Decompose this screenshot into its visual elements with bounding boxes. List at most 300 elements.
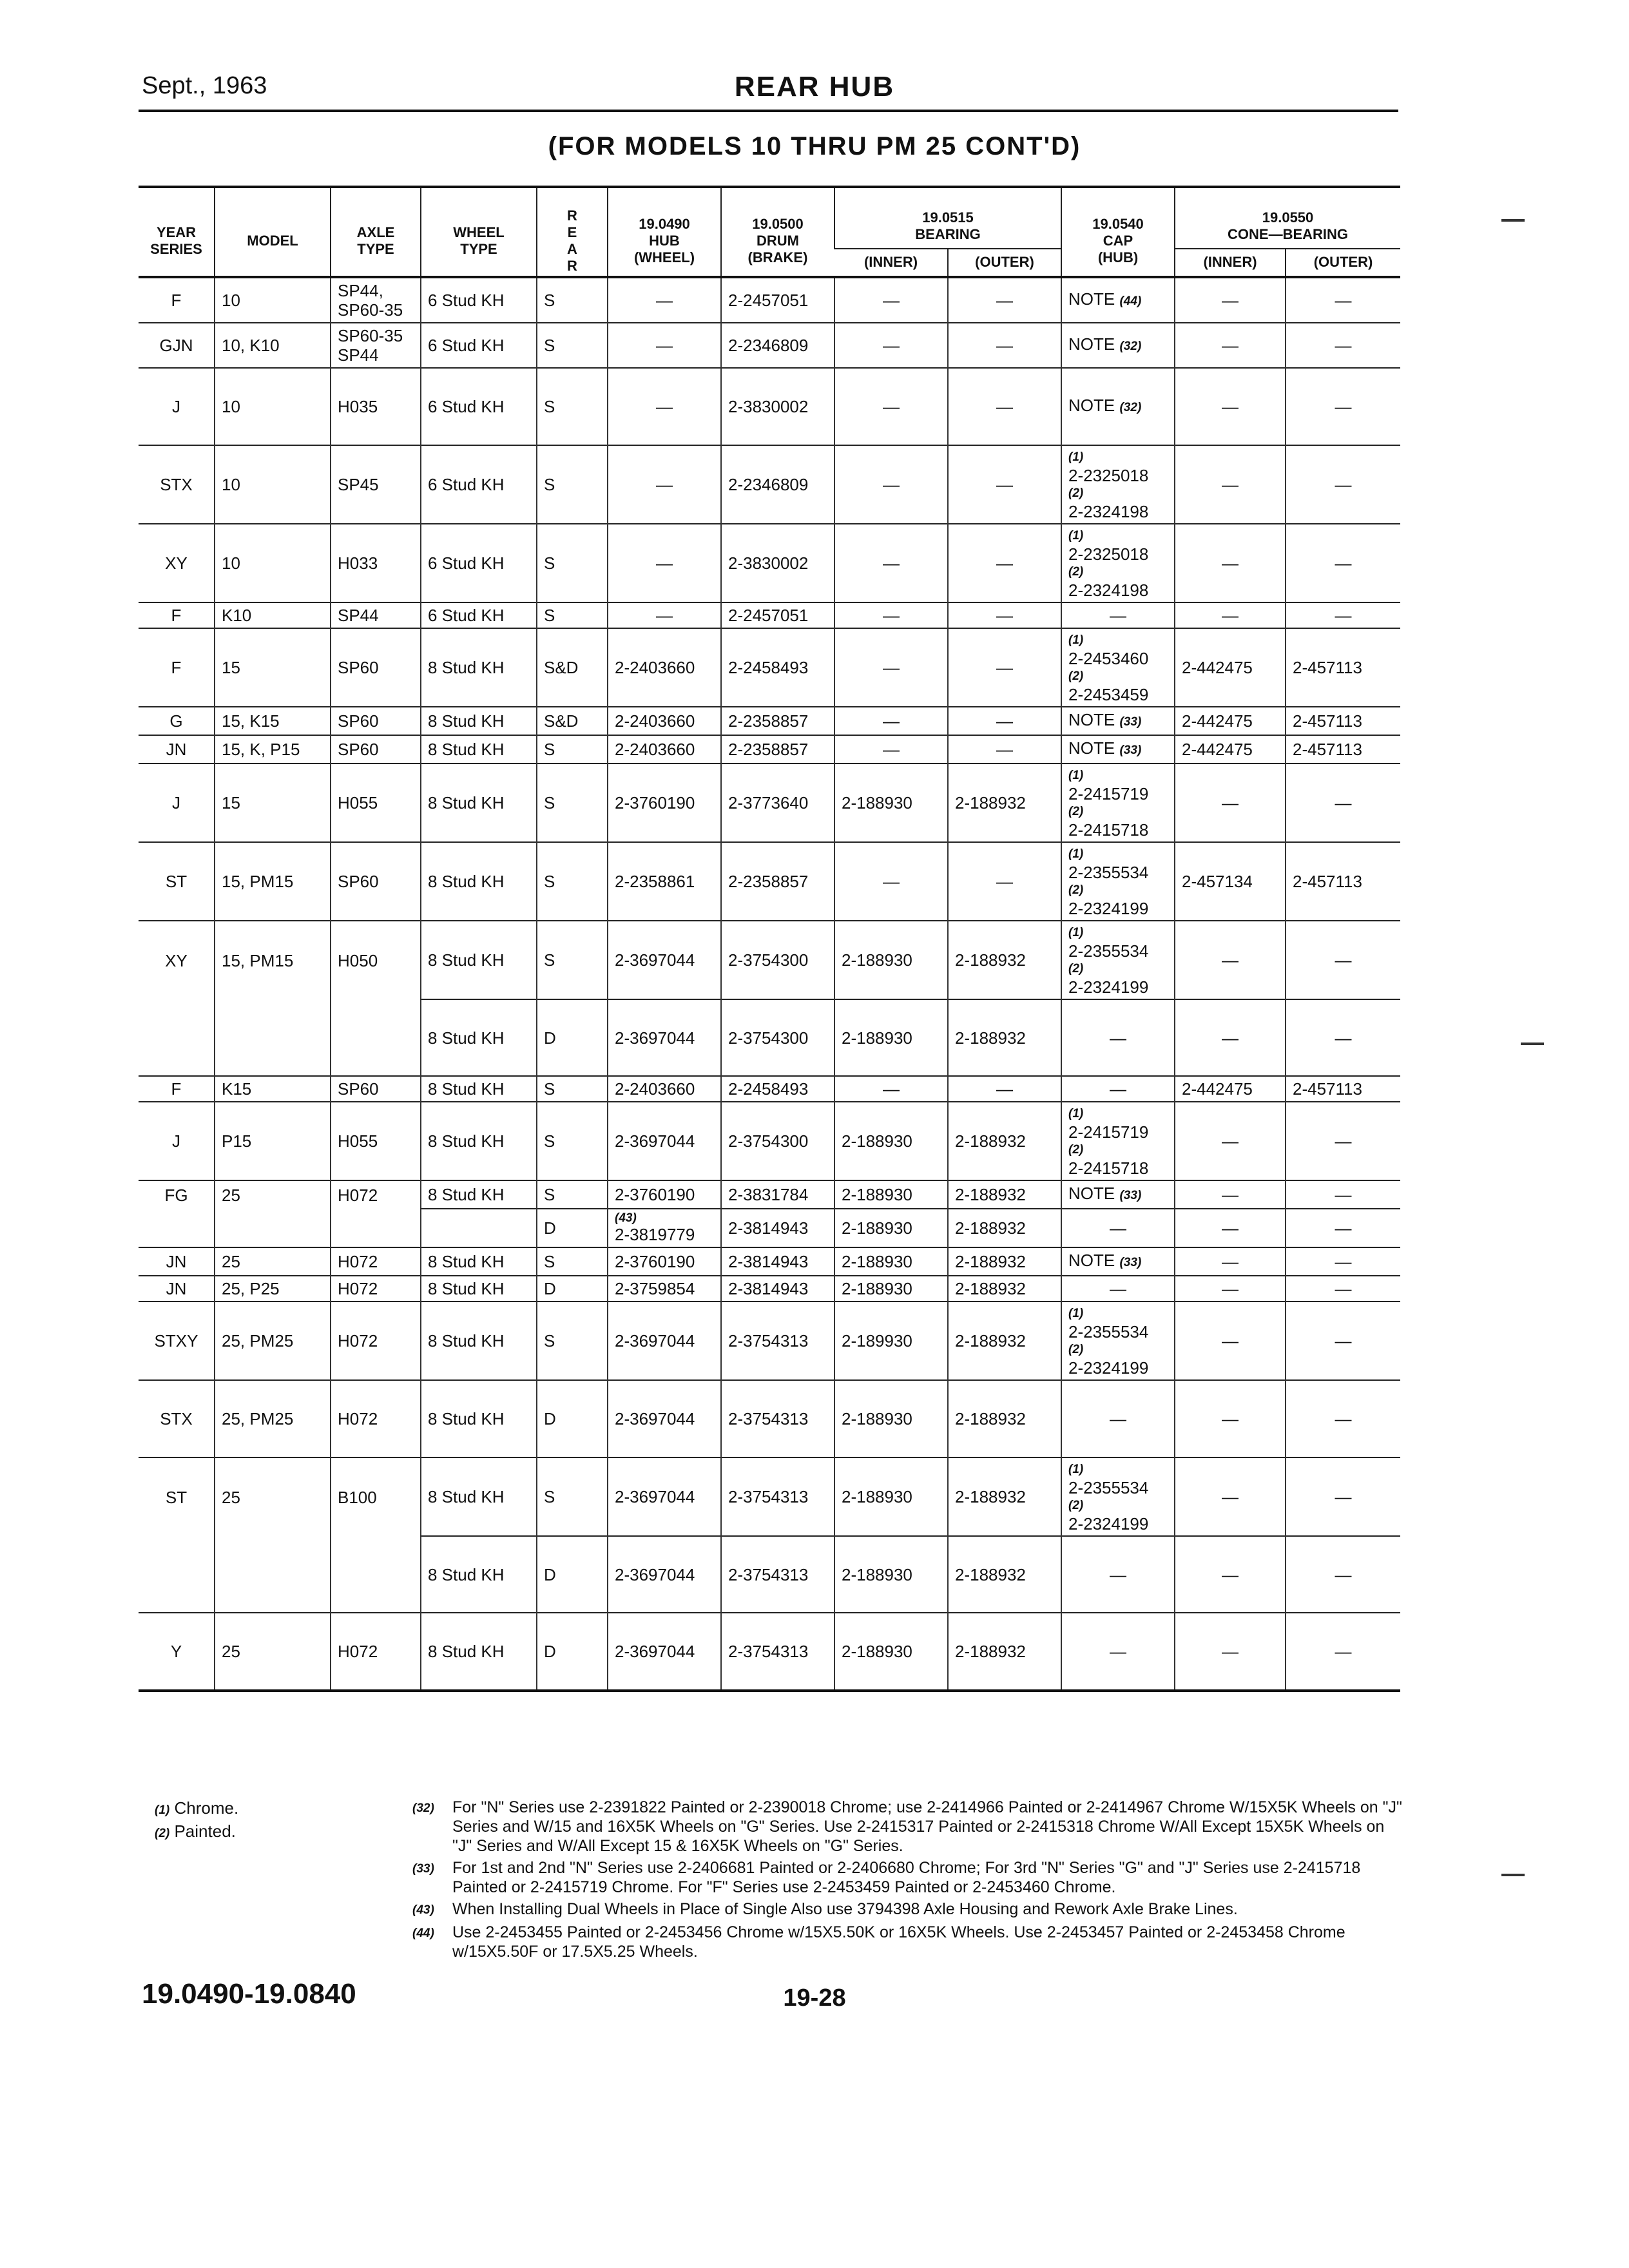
cell-text: 8 Stud KH <box>428 1131 505 1151</box>
cell-text: — <box>996 553 1013 573</box>
table-row <box>139 1302 1400 1380</box>
hub-value: 2-3819779 <box>615 1225 695 1244</box>
cell-text: 10 <box>222 291 240 310</box>
cell-text: 8 Stud KH <box>428 1079 505 1099</box>
cell-cap <box>1061 1302 1175 1380</box>
cell-hub <box>608 735 721 764</box>
hub-value: 2-3760190 <box>615 793 695 812</box>
cell-hub <box>608 1180 721 1209</box>
cell-text: — <box>996 658 1013 677</box>
cell-text: — <box>1222 1409 1239 1428</box>
cap-mark-painted: (2) <box>1068 962 1084 975</box>
cell-drum <box>721 602 834 628</box>
cell-cone-inner <box>1175 764 1286 842</box>
cell-bearing-outer <box>948 1076 1061 1102</box>
col-cone-bearing: 19.0550 CONE—BEARING <box>1175 187 1400 249</box>
cell-model <box>215 277 331 323</box>
cell-bearing-outer <box>948 277 1061 323</box>
cell-drum <box>721 1209 834 1247</box>
cell-text: — <box>883 475 900 494</box>
cell-text: JN <box>166 1279 187 1298</box>
cell-cap <box>1061 764 1175 842</box>
cell-axle-type <box>331 524 421 602</box>
hub-value: 2-2358861 <box>615 872 695 891</box>
cell-cap <box>1061 368 1175 445</box>
hub-value: 2-3760190 <box>615 1252 695 1271</box>
cell-model <box>215 368 331 445</box>
cell-text: P15 <box>222 1131 252 1151</box>
cell-text: — <box>996 740 1013 759</box>
cell-wheel-type <box>421 1536 537 1613</box>
cell-drum <box>721 445 834 524</box>
cell-text: — <box>883 711 900 731</box>
cell-cap <box>1061 921 1175 999</box>
cell-bearing-inner <box>834 524 948 602</box>
cell-drum <box>721 628 834 707</box>
cell-text: STX <box>160 1409 193 1428</box>
cell-cap <box>1061 735 1175 764</box>
cell-text: ST <box>165 1487 188 1507</box>
table-row-continuation <box>139 999 1400 1076</box>
cell-year-series <box>139 524 215 602</box>
cell-text: 2-188932 <box>955 1279 1026 1298</box>
cell-text: — <box>1335 336 1352 355</box>
cell-text: 2-3831784 <box>728 1185 809 1204</box>
cell-bearing-inner <box>834 1536 948 1613</box>
cell-year-series <box>139 1247 215 1276</box>
cell-text: 2-188932 <box>955 950 1026 970</box>
cell-cone-outer <box>1286 1536 1400 1613</box>
cell-text: 2-442475 <box>1182 740 1253 759</box>
cell-drum <box>721 1302 834 1380</box>
cap-value-painted: 2-2324199 <box>1068 899 1149 918</box>
cell-drum <box>721 1457 834 1536</box>
cell-bearing-outer <box>948 1613 1061 1691</box>
cell-text: F <box>171 606 182 625</box>
cell-text: D <box>544 1564 556 1584</box>
cell-model <box>215 1209 331 1247</box>
table-row <box>139 1247 1400 1276</box>
cell-axle-type <box>331 1102 421 1180</box>
cell-text: 2-188930 <box>842 1279 912 1298</box>
cell-bearing-outer <box>948 323 1061 368</box>
cell-cone-outer <box>1286 277 1400 323</box>
cell-bearing-inner <box>834 323 948 368</box>
cell-text: 2-3754300 <box>728 1131 809 1151</box>
footnote: (33) For 1st and 2nd "N" Series use 2-2406681 Painted or 2-2406680 Chrome; For 3rd "N" Series "G" and "J" Series use 2-2415718 Painted or 2-2415719 Chrome. For "F" Series use 2-2453459 Painted or 2-2453460 Chrome. <box>412 1859 1361 1896</box>
cell-bearing-outer <box>948 602 1061 628</box>
cell-year-series <box>139 1613 215 1691</box>
cell-text: 2-2358857 <box>728 711 809 731</box>
cell-cone-inner <box>1175 1457 1286 1536</box>
cell-rear <box>537 277 608 323</box>
axle-line: H072 <box>338 1279 378 1298</box>
cell-text: — <box>1222 1131 1239 1151</box>
cell-axle-type <box>331 1076 421 1102</box>
legend-item: (1) Chrome. <box>155 1798 239 1818</box>
cell-axle-type <box>331 1457 421 1536</box>
cell-bearing-outer <box>948 707 1061 735</box>
cell-text: 2-457113 <box>1293 711 1362 731</box>
cell-bearing-outer <box>948 921 1061 999</box>
cell-text: — <box>1222 1279 1239 1298</box>
cell-text: — <box>1222 1252 1239 1271</box>
cell-text: 2-3754300 <box>728 950 809 970</box>
cell-bearing-outer <box>948 628 1061 707</box>
cell-text: 25 <box>222 1487 240 1507</box>
cell-text: S&D <box>544 711 579 731</box>
cell-text: 2-3754313 <box>728 1409 809 1428</box>
cap-value: NOTE <box>1068 710 1115 729</box>
cell-drum <box>721 842 834 921</box>
col-bearing: 19.0515 BEARING <box>834 187 1061 249</box>
cell-text: — <box>1335 1487 1352 1506</box>
axle-line: H072 <box>338 1185 378 1205</box>
cell-text: S <box>544 475 555 494</box>
cell-text: 2-457113 <box>1293 1079 1362 1099</box>
cell-text: — <box>1335 475 1352 494</box>
cell-rear <box>537 999 608 1076</box>
cell-text: D <box>544 1642 556 1661</box>
cell-bearing-outer <box>948 1302 1061 1380</box>
cell-text: 8 Stud KH <box>428 1564 505 1584</box>
cell-axle-type <box>331 445 421 524</box>
cell-axle-type <box>331 323 421 368</box>
cell-model <box>215 524 331 602</box>
cell-cap <box>1061 323 1175 368</box>
hub-value: 2-3760190 <box>615 1185 695 1204</box>
cell-text: 8 Stud KH <box>428 1185 505 1204</box>
cell-cap <box>1061 1613 1175 1691</box>
cell-model <box>215 1457 331 1536</box>
hub-value: — <box>656 336 673 355</box>
cell-text: S <box>544 553 555 573</box>
hub-value: 2-3697044 <box>615 1564 695 1584</box>
footnote-ref: (44) <box>1119 294 1142 308</box>
cell-rear <box>537 707 608 735</box>
axle-line: B100 <box>338 1487 377 1507</box>
cell-axle-type <box>331 1536 421 1613</box>
cell-cap <box>1061 602 1175 628</box>
cell-text: — <box>1222 1487 1239 1506</box>
cap-mark-chrome: (1) <box>1068 926 1084 939</box>
cell-cone-inner <box>1175 842 1286 921</box>
page-date: Sept., 1963 <box>142 72 267 99</box>
cell-text: 2-188932 <box>955 1487 1026 1506</box>
cell-bearing-outer <box>948 368 1061 445</box>
cell-hub <box>608 1076 721 1102</box>
cell-axle-type <box>331 1302 421 1380</box>
cap-value-chrome: 2-2415719 <box>1068 784 1149 803</box>
cell-wheel-type <box>421 921 537 999</box>
axle-line: SP60 <box>338 1079 379 1099</box>
cell-cap <box>1061 1209 1175 1247</box>
cell-axle-type <box>331 368 421 445</box>
cell-text: S <box>544 740 555 759</box>
cell-text: S <box>544 1079 555 1099</box>
cell-text: — <box>1222 950 1239 970</box>
cell-text: 15 <box>222 658 240 677</box>
cell-rear <box>537 1180 608 1209</box>
cell-rear <box>537 1536 608 1613</box>
cell-text: 2-188932 <box>955 1185 1026 1204</box>
cell-text: 8 Stud KH <box>428 950 505 970</box>
cell-text: — <box>1222 475 1239 494</box>
cell-cone-outer <box>1286 628 1400 707</box>
cell-axle-type <box>331 1613 421 1691</box>
footnote-ref: (33) <box>1119 744 1142 757</box>
cell-text: 2-188932 <box>955 1218 1026 1238</box>
col-axle-type: AXLE TYPE <box>331 187 421 277</box>
cell-rear <box>537 764 608 842</box>
cell-cone-inner <box>1175 1302 1286 1380</box>
table-row <box>139 524 1400 602</box>
cell-rear <box>537 1457 608 1536</box>
cell-cone-inner <box>1175 1076 1286 1102</box>
hub-value: — <box>656 475 673 494</box>
cell-wheel-type <box>421 628 537 707</box>
cell-axle-type <box>331 1247 421 1276</box>
cell-text: — <box>996 1079 1013 1099</box>
cell-text: 25 <box>222 1185 240 1205</box>
footnote-ref: (33) <box>1119 715 1142 729</box>
cell-text: 25, P25 <box>222 1279 280 1298</box>
cell-drum <box>721 999 834 1076</box>
cell-wheel-type <box>421 1102 537 1180</box>
cell-text: 2-188930 <box>842 793 912 812</box>
cell-hub <box>608 1613 721 1691</box>
cell-cap <box>1061 1536 1175 1613</box>
cell-wheel-type <box>421 524 537 602</box>
cell-bearing-inner <box>834 1247 948 1276</box>
cell-axle-type <box>331 764 421 842</box>
footnote-ref: (32) <box>1119 401 1142 414</box>
hub-value: — <box>656 606 673 625</box>
cell-text: 2-188930 <box>842 1642 912 1661</box>
cell-hub <box>608 323 721 368</box>
cell-year-series <box>139 1276 215 1302</box>
cell-text: 8 Stud KH <box>428 1409 505 1428</box>
cell-drum <box>721 524 834 602</box>
cell-text: — <box>996 291 1013 310</box>
cell-text: 15 <box>222 793 240 812</box>
cell-text: — <box>1222 606 1239 625</box>
cell-cone-inner <box>1175 602 1286 628</box>
cell-text: K15 <box>222 1079 252 1099</box>
cell-bearing-outer <box>948 999 1061 1076</box>
cell-text: 8 Stud KH <box>428 740 505 759</box>
cell-text: — <box>996 872 1013 891</box>
cell-cone-inner <box>1175 1180 1286 1209</box>
table-row <box>139 735 1400 764</box>
cell-year-series <box>139 999 215 1076</box>
cap-value-painted: 2-2324198 <box>1068 581 1149 600</box>
cell-text: 2-189930 <box>842 1331 912 1350</box>
cap-value-painted: 2-2324199 <box>1068 1514 1149 1533</box>
cell-cap <box>1061 445 1175 524</box>
cell-drum <box>721 323 834 368</box>
cell-text: JN <box>166 1252 187 1271</box>
cap-value: NOTE <box>1068 738 1115 758</box>
cell-axle-type <box>331 999 421 1076</box>
cell-hub <box>608 1457 721 1536</box>
cell-text: S&D <box>544 658 579 677</box>
col-drum: 19.0500 DRUM (BRAKE) <box>721 187 834 277</box>
cap-mark-chrome: (1) <box>1068 529 1084 543</box>
cell-text: 2-3773640 <box>728 793 809 812</box>
cell-wheel-type <box>421 1276 537 1302</box>
cell-hub <box>608 445 721 524</box>
section-code-range: 19.0490-19.0840 <box>142 1978 356 2010</box>
cap-mark-chrome: (1) <box>1068 633 1084 647</box>
axle-line: H072 <box>338 1252 378 1271</box>
cap-value-chrome: 2-2355534 <box>1068 941 1149 961</box>
cell-drum <box>721 368 834 445</box>
cell-text: J <box>172 1131 180 1151</box>
cell-model <box>215 323 331 368</box>
cell-text: K10 <box>222 606 252 625</box>
cell-bearing-outer <box>948 524 1061 602</box>
cell-rear <box>537 1209 608 1247</box>
cell-text: 6 Stud KH <box>428 397 505 416</box>
cell-bearing-outer <box>948 1247 1061 1276</box>
cell-wheel-type <box>421 323 537 368</box>
cell-year-series <box>139 368 215 445</box>
cell-bearing-outer <box>948 735 1061 764</box>
cell-text: 2-3814943 <box>728 1218 809 1238</box>
cell-axle-type <box>331 602 421 628</box>
cell-wheel-type <box>421 764 537 842</box>
cap-mark-painted: (2) <box>1068 669 1084 683</box>
cell-cone-inner <box>1175 628 1286 707</box>
cell-text: 8 Stud KH <box>428 872 505 891</box>
cell-rear <box>537 1302 608 1380</box>
cell-text: — <box>1222 553 1239 573</box>
cell-text: — <box>1335 553 1352 573</box>
hub-value: 2-3759854 <box>615 1279 695 1298</box>
cell-bearing-outer <box>948 1102 1061 1180</box>
cell-drum <box>721 1102 834 1180</box>
cell-text: J <box>172 793 180 812</box>
cell-text: S <box>544 793 555 812</box>
cell-text: D <box>544 1028 556 1048</box>
cell-cone-inner <box>1175 735 1286 764</box>
cell-text: 2-2346809 <box>728 336 809 355</box>
col-bearing-inner: (INNER) <box>834 249 948 277</box>
hub-value: — <box>656 291 673 310</box>
cell-text: G <box>169 711 183 731</box>
cell-cap <box>1061 1457 1175 1536</box>
cap-mark-painted: (2) <box>1068 565 1084 579</box>
cell-cone-outer <box>1286 1102 1400 1180</box>
cell-text: S <box>544 1487 555 1506</box>
cell-text: 2-188930 <box>842 950 912 970</box>
cell-text: — <box>1335 291 1352 310</box>
cell-text: 10, K10 <box>222 336 280 355</box>
hub-value: 2-2403660 <box>615 658 695 677</box>
table-row <box>139 277 1400 323</box>
cell-text: D <box>544 1279 556 1298</box>
cell-axle-type <box>331 1380 421 1457</box>
cell-text: 2-2458493 <box>728 658 809 677</box>
col-cap: 19.0540 CAP (HUB) <box>1061 187 1175 277</box>
table-row-continuation <box>139 1209 1400 1247</box>
cell-year-series <box>139 445 215 524</box>
axle-line: SP60 <box>338 658 379 677</box>
cell-drum <box>721 764 834 842</box>
cell-wheel-type <box>421 277 537 323</box>
cell-cone-outer <box>1286 999 1400 1076</box>
cell-cone-outer <box>1286 842 1400 921</box>
table-body <box>139 277 1400 1691</box>
cell-cone-inner <box>1175 999 1286 1076</box>
cell-text: 6 Stud KH <box>428 336 505 355</box>
cell-text: 2-457113 <box>1293 872 1362 891</box>
axle-line: H033 <box>338 553 378 573</box>
cap-value-painted: 2-2324198 <box>1068 502 1149 521</box>
cap-value: NOTE <box>1068 289 1115 309</box>
cap-value: — <box>1110 1079 1127 1099</box>
cap-mark-painted: (2) <box>1068 1343 1084 1356</box>
cell-text: 2-188930 <box>842 1131 912 1151</box>
cell-cone-outer <box>1286 1076 1400 1102</box>
cap-mark-painted: (2) <box>1068 1499 1084 1512</box>
cell-text: — <box>1335 606 1352 625</box>
cell-hub <box>608 1302 721 1380</box>
margin-mark <box>1501 1874 1525 1876</box>
cell-text: 15, K, P15 <box>222 740 300 759</box>
table-row <box>139 1457 1400 1536</box>
cell-text: — <box>1335 1564 1352 1584</box>
cell-model <box>215 1536 331 1613</box>
cell-text: S <box>544 1331 555 1350</box>
cell-bearing-inner <box>834 1457 948 1536</box>
cell-hub <box>608 1247 721 1276</box>
cell-axle-type <box>331 842 421 921</box>
axle-line: H072 <box>338 1331 378 1350</box>
cell-text: — <box>1222 1564 1239 1584</box>
cap-value-painted: 2-2415718 <box>1068 1158 1149 1178</box>
hub-value: 2-2403660 <box>615 711 695 731</box>
table-row <box>139 368 1400 445</box>
cell-text: 2-3830002 <box>728 553 809 573</box>
cell-bearing-inner <box>834 764 948 842</box>
cell-model <box>215 445 331 524</box>
cap-value-chrome: 2-2325018 <box>1068 544 1149 564</box>
cell-text: — <box>996 475 1013 494</box>
cell-rear <box>537 602 608 628</box>
axle-line: SP44 <box>338 345 379 365</box>
cell-text: — <box>883 606 900 625</box>
cap-value: NOTE <box>1068 1184 1115 1203</box>
axle-line: SP60 <box>338 740 379 759</box>
cell-text: 2-3830002 <box>728 397 809 416</box>
cell-text: 10 <box>222 553 240 573</box>
cell-bearing-inner <box>834 1613 948 1691</box>
cell-cone-outer <box>1286 368 1400 445</box>
cell-text: S <box>544 336 555 355</box>
cell-text: — <box>1222 1028 1239 1048</box>
cell-text: 2-442475 <box>1182 658 1253 677</box>
cell-bearing-inner <box>834 842 948 921</box>
cell-text: Y <box>170 1642 182 1661</box>
cell-text: 2-188930 <box>842 1218 912 1238</box>
footnote-ref: (33) <box>1119 1189 1142 1202</box>
cap-value: — <box>1110 1279 1127 1298</box>
cell-text: — <box>996 336 1013 355</box>
cell-axle-type <box>331 277 421 323</box>
cell-year-series <box>139 602 215 628</box>
